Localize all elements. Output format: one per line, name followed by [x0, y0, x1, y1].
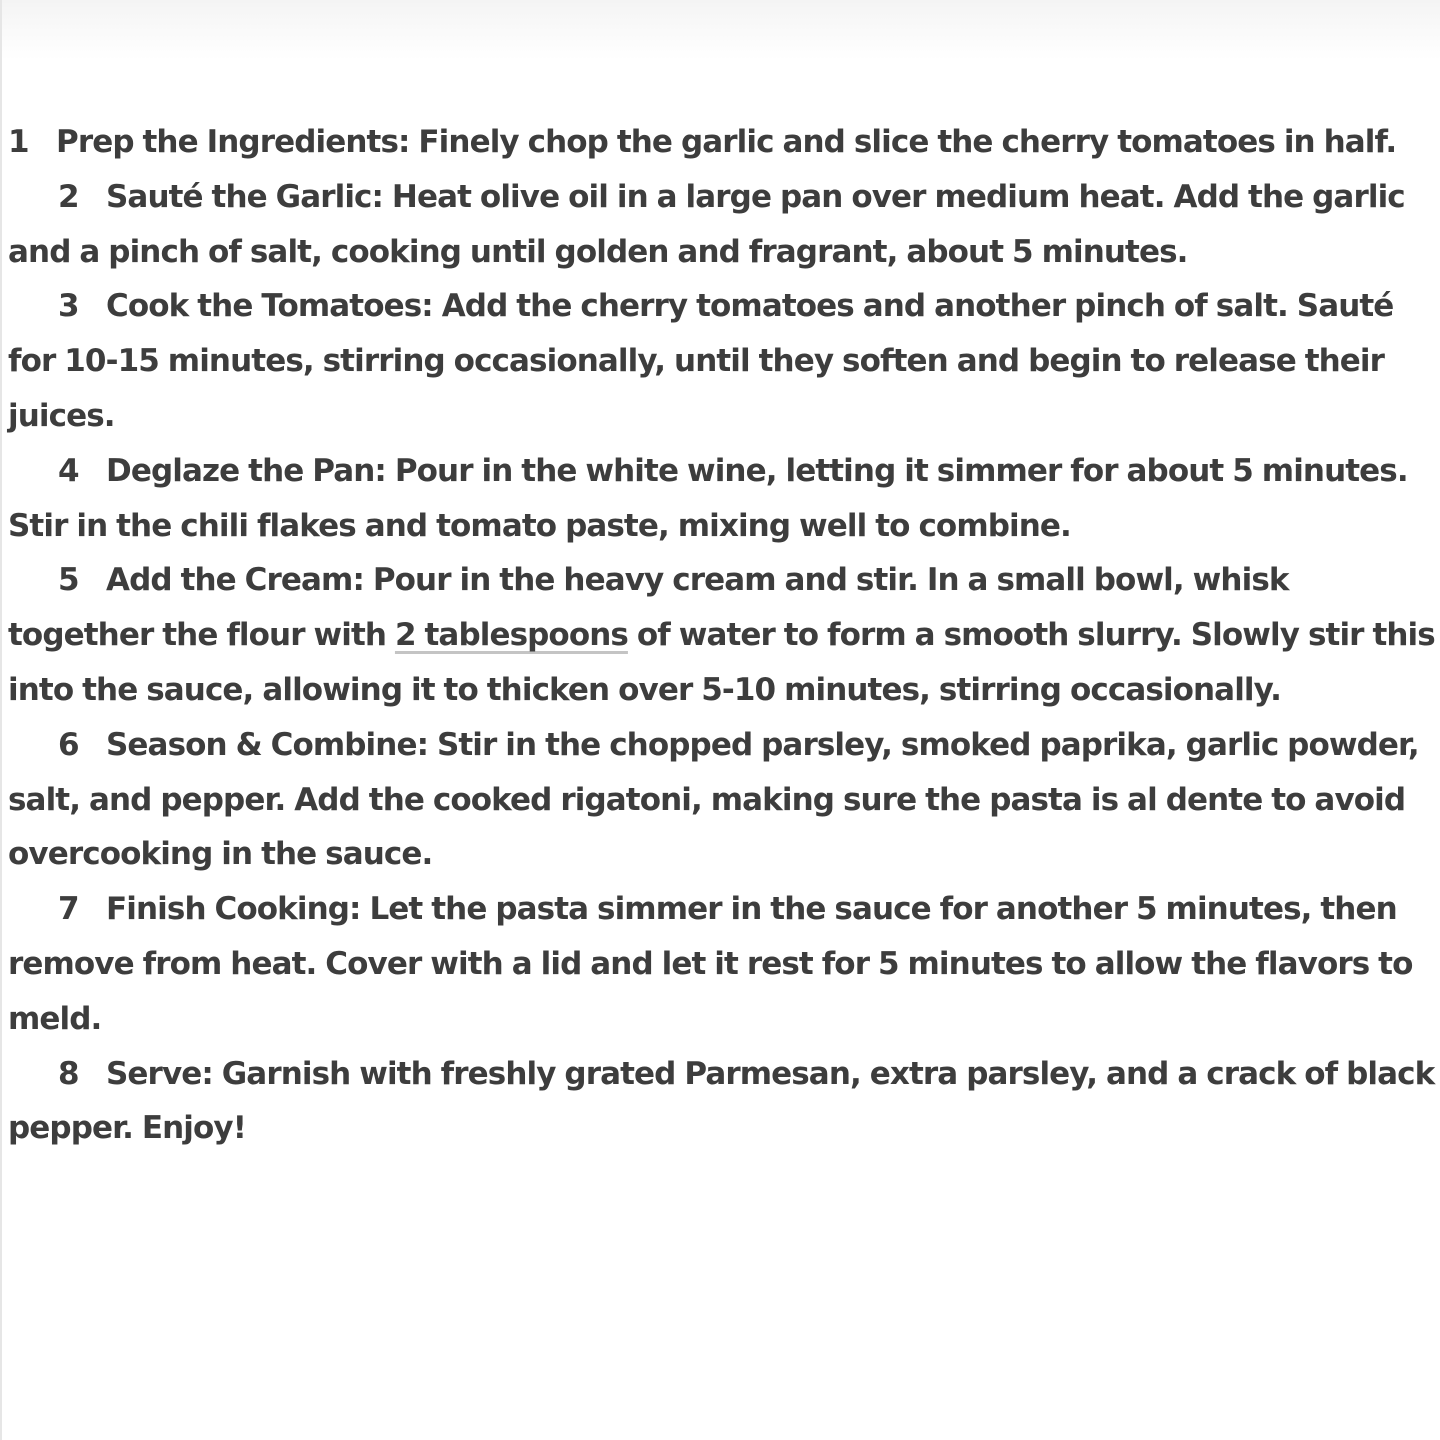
- step-text: Prep the Ingredients: Finely chop the garlic and slice the cherry tomatoes in half.: [56, 124, 1397, 160]
- step-number: 6: [58, 726, 79, 763]
- note-body[interactable]: [8, 115, 1436, 1156]
- step-7: [8, 882, 1436, 1046]
- step-1: [8, 115, 1436, 170]
- step-number: 8: [58, 1055, 79, 1092]
- step-text: Serve: Garnish with freshly grated Parmesan, extra parsley, and a crack of black pepper. Enjoy!: [8, 1055, 1435, 1147]
- step-3: [8, 279, 1436, 443]
- step-text: Deglaze the Pan: Pour in the white wine, letting it simmer for about 5 minutes. Stir in the chili flakes and tomato paste, mixing well to combine.: [8, 452, 1408, 544]
- step-text-before: Add the Cream: Pour in the heavy cream and stir. In a small bowl, whisk together the flour with: [8, 562, 1289, 654]
- step-number: 4: [58, 452, 79, 489]
- step-text: Season & Combine: Stir in the chopped parsley, smoked paprika, garlic powder, salt, and pepper. Add the cooked rigatoni, making sure the pasta is al dente to avoid overcooking in the sauce.: [8, 726, 1419, 873]
- step-4: [8, 444, 1436, 554]
- step-text: Sauté the Garlic: Heat olive oil in a large pan over medium heat. Add the garlic and a pinch of salt, cooking until golden and fragrant, about 5 minutes.: [8, 178, 1405, 270]
- step-text: Finish Cooking: Let the pasta simmer in the sauce for another 5 minutes, then remove from heat. Cover with a lid and let it rest for 5 minutes to allow the flavors to meld.: [8, 891, 1413, 1037]
- step-2: [8, 170, 1436, 280]
- step-5: [8, 553, 1436, 717]
- step-number: 3: [58, 288, 79, 325]
- step-number: 1: [8, 124, 29, 160]
- step-8: [8, 1047, 1436, 1157]
- step-number: 2: [58, 178, 79, 215]
- step-number: 7: [58, 891, 79, 928]
- left-border: [0, 0, 2, 1440]
- step-6: [8, 718, 1436, 882]
- step-text-after: of water to form a smooth slurry. Slowly stir this into the sauce, allowing it to thicken over 5-10 minutes, stirring occasionally.: [8, 617, 1435, 708]
- measurement-link[interactable]: 2 tablespoons: [394, 617, 628, 654]
- step-text: Cook the Tomatoes: Add the cherry tomatoes and another pinch of salt. Sauté for 10-15 minutes, stirring occasionally, until they soften and begin to release their juices.: [8, 288, 1394, 434]
- step-number: 5: [58, 562, 79, 599]
- top-shadow: [0, 0, 1440, 60]
